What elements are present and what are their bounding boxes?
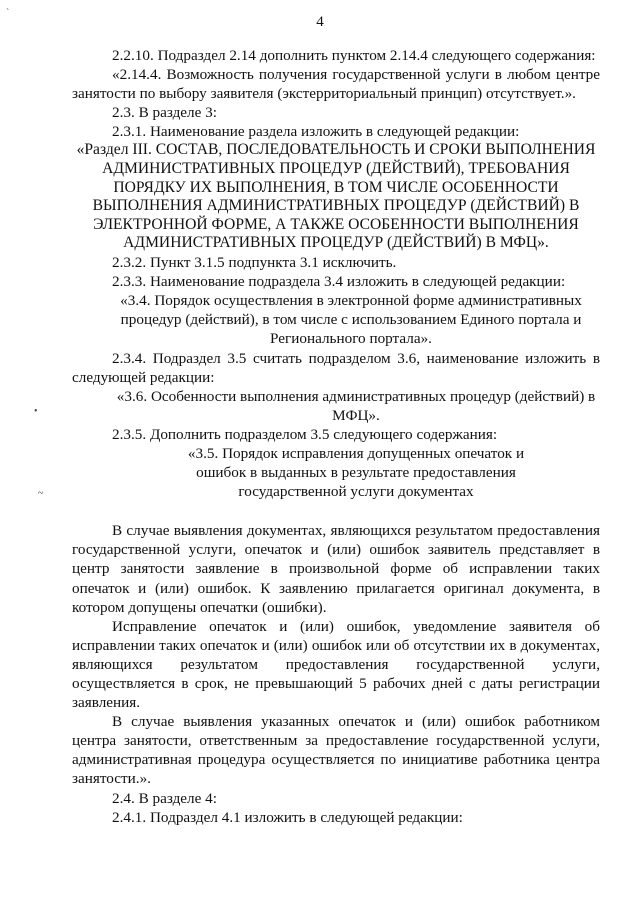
paragraph-2-3-1: 2.3.1. Наименование раздела изложить в следующей редакции: <box>112 123 520 141</box>
subsection-3-4-title: «3.4. Порядок осуществления в электронной форме административных процедур (действий), в том числе с использованием Единого портала и Регионального портала». <box>120 292 582 348</box>
scan-speck: ~ <box>38 488 44 499</box>
paragraph-2-2-10: 2.2.10. Подраздел 2.14 дополнить пунктом 2.14.4 следующего содержания: <box>112 47 596 64</box>
paragraph-2-3-3: 2.3.3. Наименование подраздела 3.4 изложить в следующей редакции: <box>112 273 566 291</box>
paragraph-2-3: 2.3. В разделе 3: <box>112 104 217 122</box>
subsection-3-5-title: «3.5. Порядок исправления допущенных опечаток и ошибок в выданных в результате предоставления государственной услуги документах <box>187 444 525 501</box>
subsection-3-6-title: «3.6. Особенности выполнения административных процедур (действий) в МФЦ». <box>116 387 596 424</box>
paragraph-2-3-5: 2.3.5. Дополнить подразделом 3.5 следующего содержания: <box>112 425 498 443</box>
spacer <box>72 501 600 521</box>
body-paragraph-correction: Исправление опечаток и (или) ошибок, уведомление заявителя об исправлении таких опечаток и (или) ошибок или об отсутствии их в документах, являющихся результатом предоставления государственной услуги, осуществляется в срок, не превышающий 5 рабочих дней с даты регистрации заявления. <box>72 617 600 712</box>
scan-speck: • <box>34 406 38 417</box>
paragraph-2-4-1: 2.4.1. Подраздел 4.1 изложить в следующей редакции: <box>112 808 463 826</box>
paragraph-2-3-4: 2.3.4. Подраздел 3.5 считать подразделом 3.6, наименование изложить в следующей редакции: <box>72 349 600 386</box>
body-paragraph-initiative: В случае выявления указанных опечаток и (или) ошибок работником центра занятости, ответственным за предоставление государственной услуги, административная процедура осуществляется по инициативе работника центра занятости.». <box>72 713 600 788</box>
scan-speck: ` <box>6 8 10 19</box>
page-number: 4 <box>316 14 324 30</box>
paragraph-2-4: 2.4. В разделе 4: <box>112 789 217 807</box>
paragraph-2-3-2: 2.3.2. Пункт 3.1.5 подпункта 3.1 исключить. <box>112 254 397 272</box>
document-body <box>72 46 600 827</box>
body-paragraph-errors: В случае выявления документах, являющихся результатом предоставления государственной услуги, опечаток и (или) ошибок заявитель представляет в центр занятости заявление в произвольной форме об исправлении таких опечаток и (или) ошибок. К заявлению прилагается оригинал документа, в котором допущены опечатки (ошибки). <box>72 522 600 616</box>
quote-2-14-4: «2.14.4. Возможность получения государственной услуги в любом центре занятости по выбору заявителя (экстерриториальный принцип) отсутствует.». <box>72 66 600 103</box>
section-3-title: «Раздел III. СОСТАВ, ПОСЛЕДОВАТЕЛЬНОСТЬ И СРОКИ ВЫПОЛНЕНИЯ АДМИНИСТРАТИВНЫХ ПРОЦЕДУР (ДЕЙСТВИЙ), ТРЕБОВАНИЯ ПОРЯДКУ ИХ ВЫПОЛНЕНИЯ, В ТОМ ЧИСЛЕ ОСОБЕННОСТИ ВЫПОЛНЕНИЯ АДМИНИСТРАТИВНЫХ ПРОЦЕДУР (ДЕЙСТВИЙ) В ЭЛЕКТРОННОЙ ФОРМЕ, А ТАКЖЕ ОСОБЕННОСТИ ВЫПОЛНЕНИЯ АДМИНИСТРАТИВНЫХ ПРОЦЕДУР (ДЕЙСТВИЙ) В МФЦ». <box>76 141 596 252</box>
